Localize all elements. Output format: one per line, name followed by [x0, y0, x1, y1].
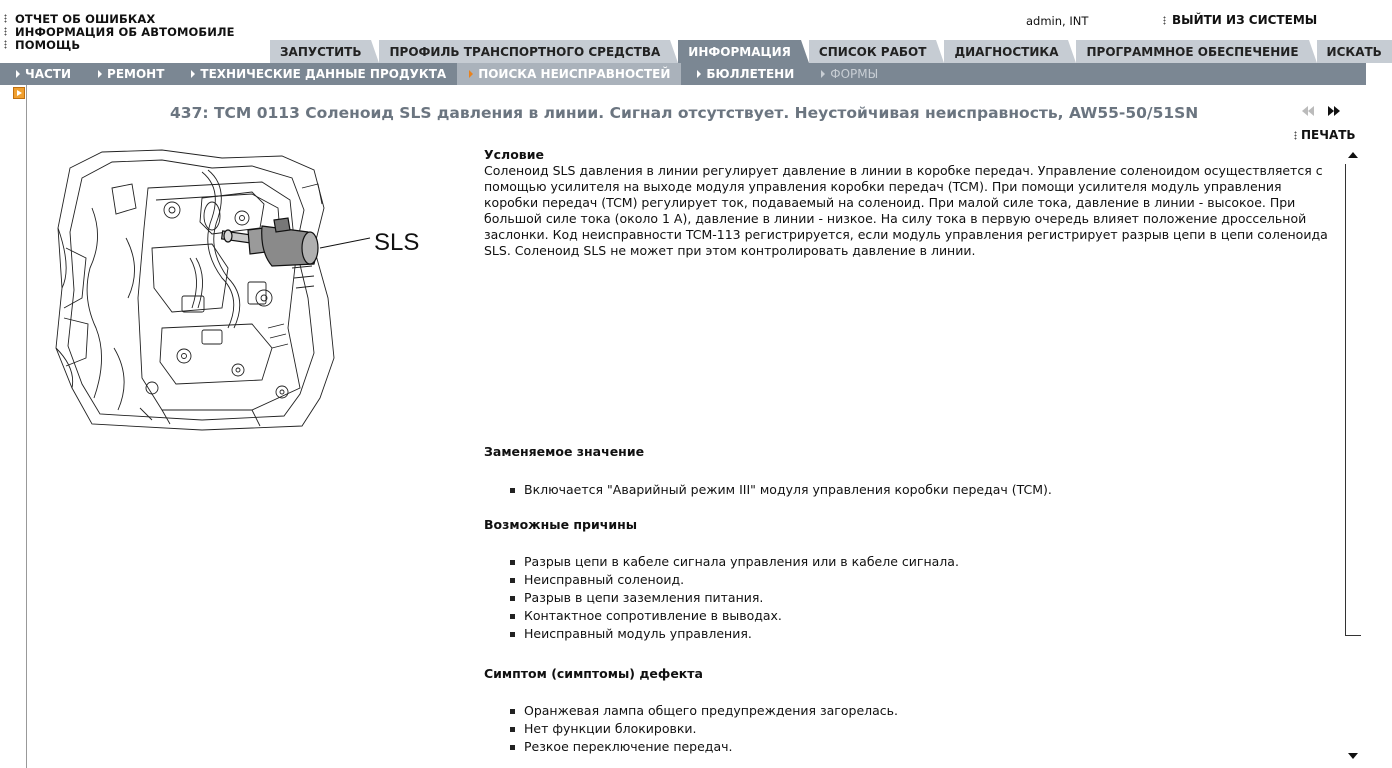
tab-start[interactable]: ЗАПУСТИТЬ — [270, 40, 371, 63]
dots-icon — [1163, 16, 1166, 25]
spacer — [484, 499, 1336, 516]
subnav-label: ФОРМЫ — [830, 67, 879, 81]
subnav-forms[interactable] — [805, 63, 889, 85]
list-item: Резкое переключение передач. — [484, 738, 1336, 756]
list-item: Неисправный модуль управления. — [484, 625, 1336, 643]
sls-label: SLS — [374, 229, 420, 256]
valve-body-drawing — [52, 148, 432, 433]
print-label: ПЕЧАТЬ — [1301, 128, 1356, 142]
causes-list — [484, 553, 1336, 643]
list-item: Включается "Аварийный режим III" модуля управления коробки передач (TCM). — [484, 481, 1336, 499]
list-item: Неисправный соленоид. — [484, 571, 1336, 589]
top-link-vehicle-info[interactable] — [4, 25, 235, 38]
list-item: Оранжевая лампа общего предупреждения загорелась. — [484, 702, 1336, 720]
dots-icon — [4, 40, 7, 49]
list-item: Контактное сопротивление в выводах. — [484, 607, 1336, 625]
print-link[interactable] — [1294, 128, 1356, 142]
list-item: Разрыв цепи в кабеле сигнала управления или в кабеле сигнала. — [484, 553, 1336, 571]
list-item: Нет функции блокировки. — [484, 720, 1336, 738]
arrow-right-icon — [16, 70, 20, 78]
substitute-title: Заменяемое значение — [484, 444, 645, 459]
transmission-illustration — [52, 148, 432, 433]
subnav-troubleshooting[interactable] — [457, 63, 681, 85]
subnav-parts[interactable] — [0, 63, 82, 85]
tab-information[interactable]: ИНФОРМАЦИЯ — [678, 40, 801, 63]
tab-software[interactable]: ПРОГРАММНОЕ ОБЕСПЕЧЕНИЕ — [1076, 40, 1308, 63]
top-links — [4, 12, 235, 51]
condition-text: Соленоид SLS давления в линии регулирует давление в линии в коробке передач. Управление соленоидом осуществляется с помощью усилителя на выходе модуля управления коробки передач (TCM). При помощи усилителя модуль управления коробки передач (TCM) регулирует ток, подаваемый на соленоид. При малой силе тока, давление в линии - высокое. При большой силе тока (около 1 А), давление в линии - низкое. На силу тока в первую очередь влияет положение дроссельной заслонки. Код неисправности TCM-113 регистрируется, если модуль управления регистрирует разрыв цепи в цепи соленоида SLS. Соленоид SLS не может при этом контролировать давление в линии. — [484, 163, 1328, 258]
top-link-label: ПОМОЩЬ — [15, 37, 81, 52]
substitute-list — [484, 481, 1336, 499]
list-item: Разрыв в цепи заземления питания. — [484, 589, 1336, 607]
subnav-bulletins[interactable] — [681, 63, 805, 85]
page-title: 437: TCM 0113 Соленоид SLS давления в линии. Сигнал отсутствует. Неустойчивая неисправность, AW55-50/51SN — [170, 104, 1199, 122]
subnav-label: ТЕХНИЧЕСКИЕ ДАННЫЕ ПРОДУКТА — [200, 67, 447, 81]
content-panel — [484, 147, 1336, 763]
top-link-label: ОТЧЕТ ОБ ОШИБКАХ — [15, 11, 156, 26]
arrow-right-icon — [191, 70, 195, 78]
spacer — [484, 534, 1336, 553]
previous-page-icon[interactable] — [1302, 106, 1314, 116]
logout-link[interactable] — [1163, 13, 1317, 27]
left-rail — [0, 85, 27, 768]
spacer — [484, 683, 1336, 702]
dots-icon — [1294, 131, 1297, 140]
scroll-down-icon[interactable] — [1345, 749, 1361, 763]
symptoms-title: Симптом (симптомы) дефекта — [484, 666, 703, 681]
content-scrollbar[interactable] — [1345, 148, 1361, 763]
scroll-track[interactable] — [1345, 164, 1361, 747]
top-link-error-report[interactable] — [4, 12, 235, 25]
spacer — [484, 461, 1336, 481]
subnav-label: БЮЛЛЕТЕНИ — [706, 67, 795, 81]
main-tabs — [270, 40, 1392, 63]
tab-search[interactable]: ИСКАТЬ — [1317, 40, 1392, 63]
sub-nav — [0, 63, 1366, 85]
tab-vehicle-profile[interactable]: ПРОФИЛЬ ТРАНСПОРТНОГО СРЕДСТВА — [379, 40, 670, 63]
spacer — [484, 643, 1336, 665]
tab-diagnostics[interactable]: ДИАГНОСТИКА — [944, 40, 1068, 63]
top-link-label: ИНФОРМАЦИЯ ОБ АВТОМОБИЛЕ — [15, 24, 235, 39]
next-page-icon[interactable] — [1328, 106, 1340, 116]
subnav-repair[interactable] — [82, 63, 175, 85]
condition-title: Условие — [484, 147, 544, 162]
logout-label: ВЫЙТИ ИЗ СИСТЕМЫ — [1172, 13, 1318, 27]
subnav-label: РЕМОНТ — [107, 67, 165, 81]
subnav-label: ЧАСТИ — [25, 67, 72, 81]
scroll-up-icon[interactable] — [1345, 148, 1361, 162]
arrow-right-icon — [821, 70, 825, 78]
subnav-tech-data[interactable] — [175, 63, 457, 85]
spacer — [484, 259, 1336, 443]
user-info: admin, INT — [1026, 14, 1089, 28]
dots-icon — [4, 14, 7, 23]
symptoms-list — [484, 702, 1336, 756]
dots-icon — [4, 27, 7, 36]
arrow-right-icon — [469, 70, 473, 78]
expand-panel-icon[interactable] — [13, 87, 25, 99]
tab-work-list[interactable]: СПИСОК РАБОТ — [809, 40, 937, 63]
top-link-help[interactable] — [4, 38, 235, 51]
subnav-label: ПОИСКА НЕИСПРАВНОСТЕЙ — [478, 67, 671, 81]
scroll-thumb[interactable] — [1345, 164, 1361, 636]
causes-title: Возможные причины — [484, 517, 638, 532]
page-nav — [1302, 106, 1340, 116]
arrow-right-icon — [697, 70, 701, 78]
arrow-right-icon — [98, 70, 102, 78]
